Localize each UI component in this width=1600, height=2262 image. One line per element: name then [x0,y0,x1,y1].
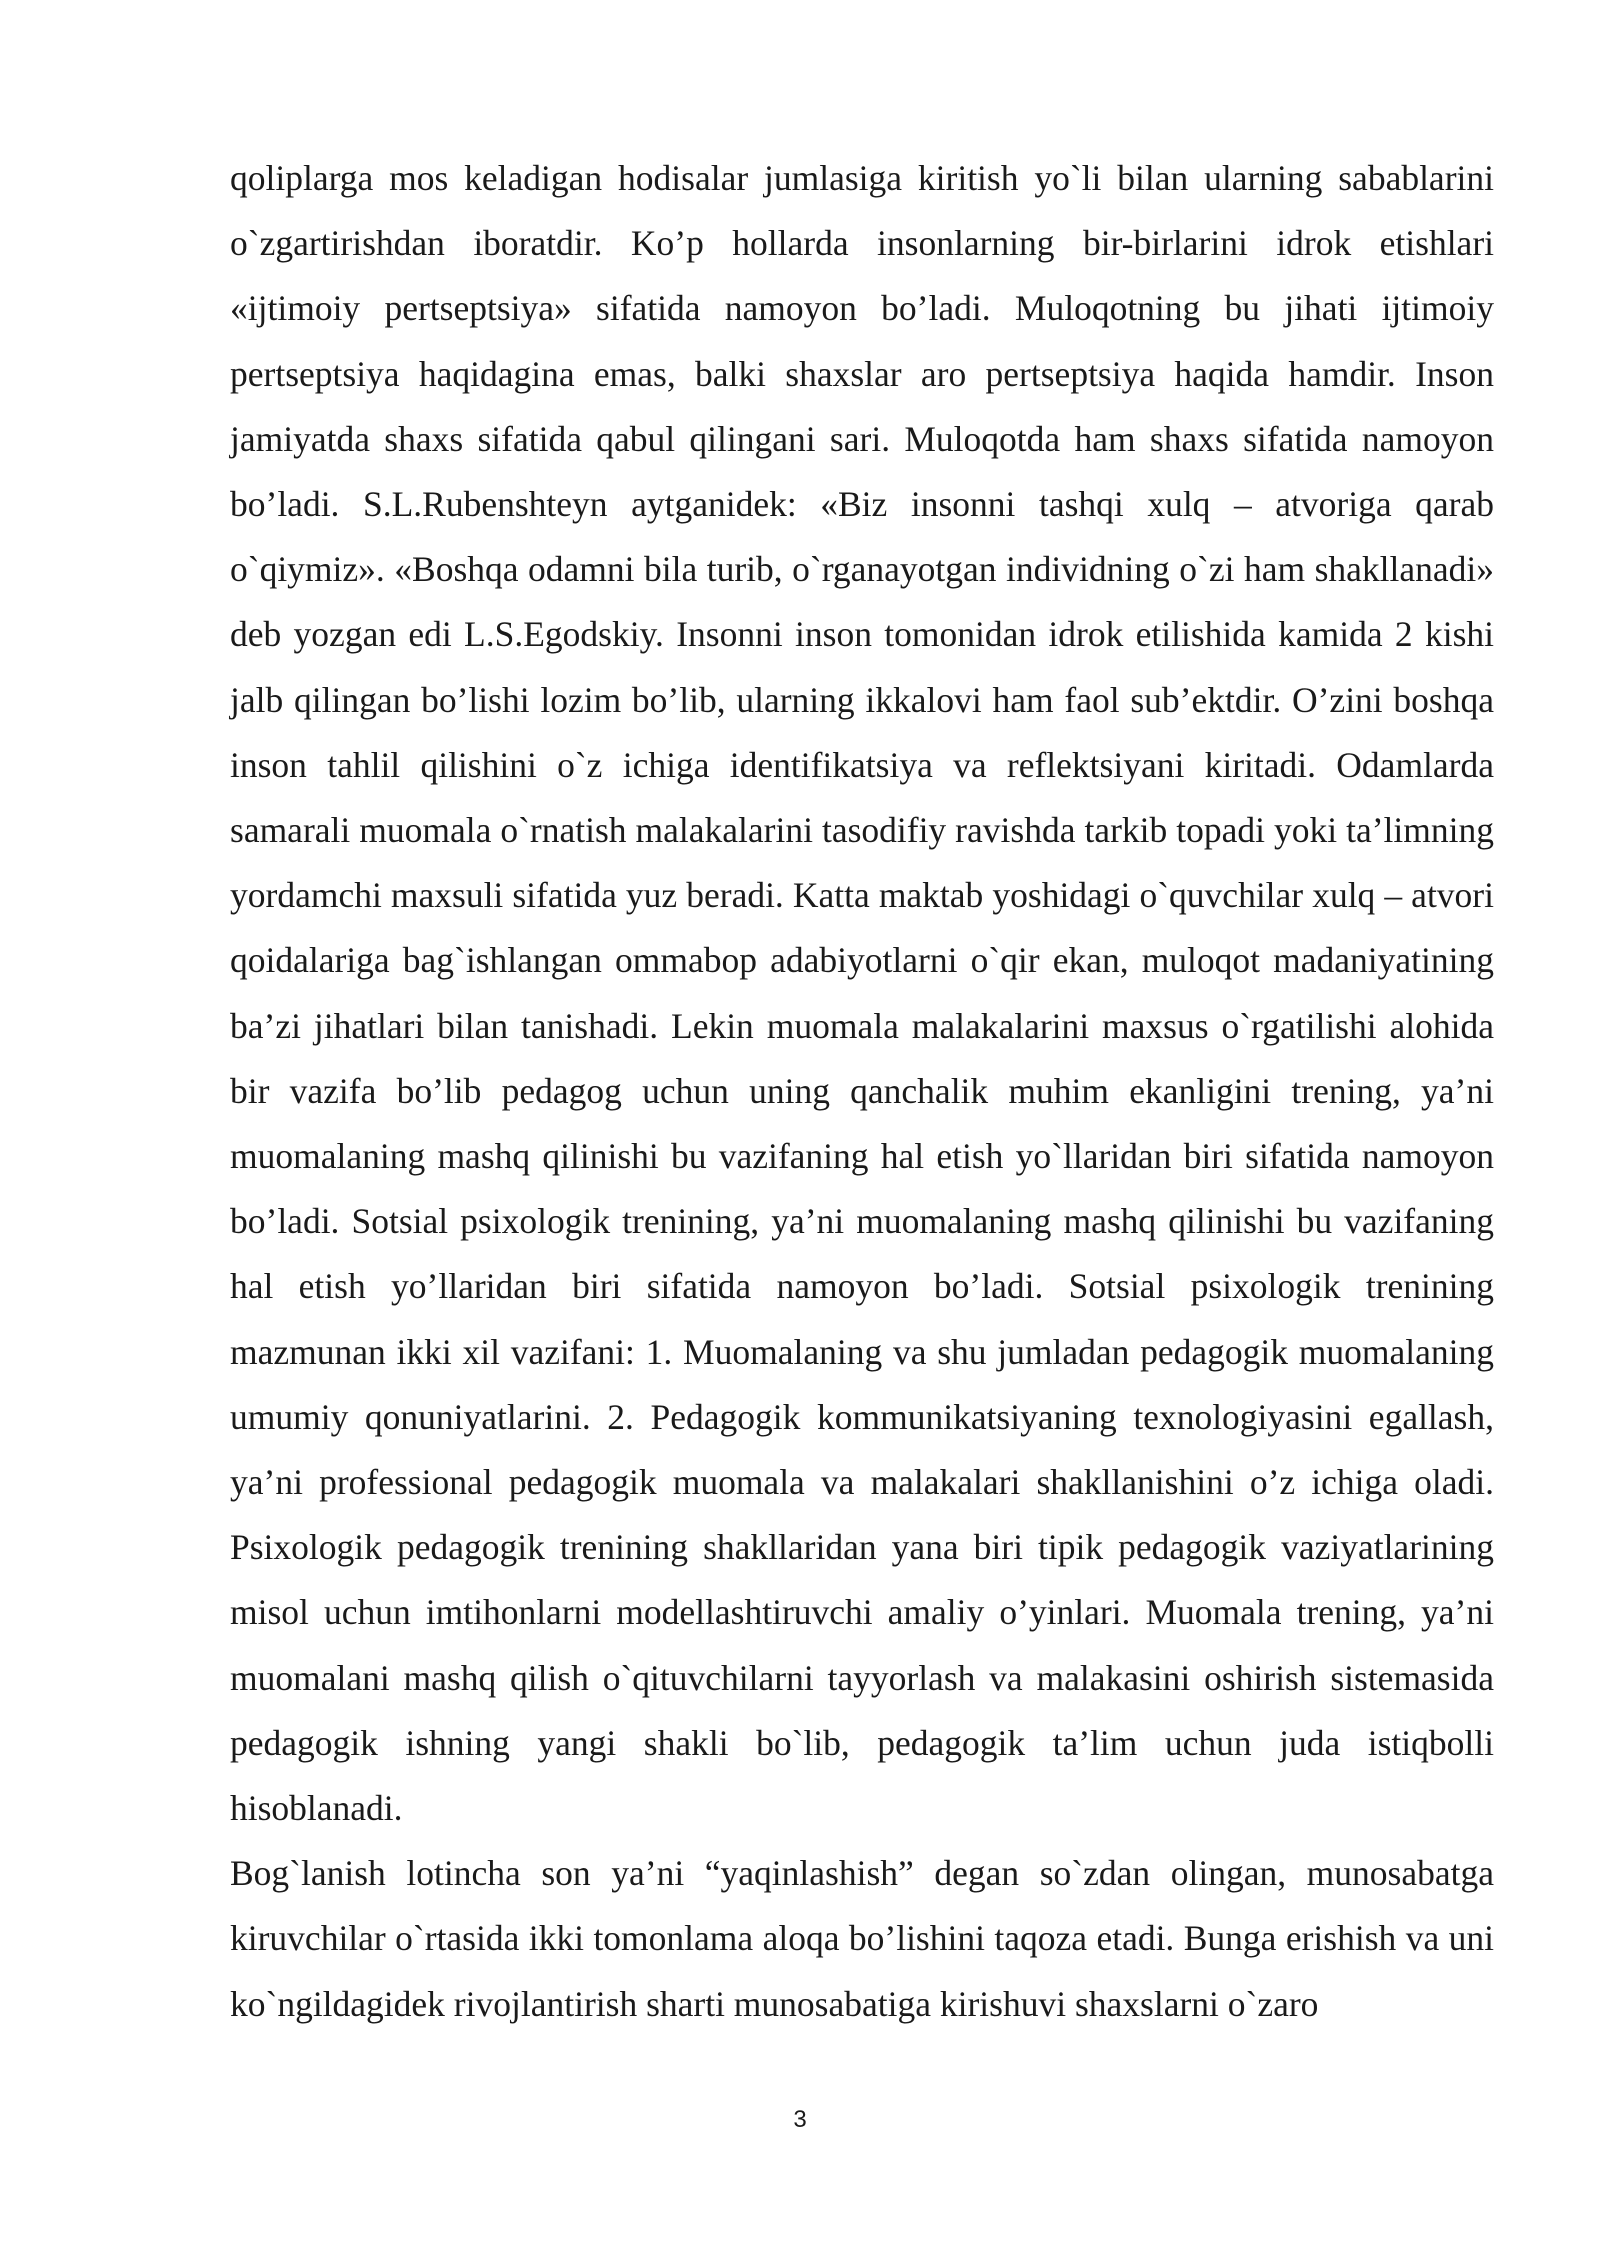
body-text [230,146,1494,2037]
paragraph: Bog`lanish lotincha son ya’ni “yaqinlashish” degan so`zdan olingan, munosabatga kiruvchilar o`rtasida ikki tomonlama aloqa bo’lishini taqoza etadi. Bunga erishish va uni ko`ngildagidek rivojlantirish sharti munosabatiga kirishuvi shaxslarni o`zaro [230,1853,1494,2024]
page-number: 3 [793,2106,807,2133]
paragraph: qoliplarga mos keladigan hodisalar jumlasiga kiritish yo`li bilan ularning sabablarini o`zgartirishdan iboratdir. Ko’p hollarda insonlarning bir-birlarini idrok etishlari «ijtimoiy pertseptsiya» sifatida namoyon bo’ladi. Muloqotning bu jihati ijtimoiy pertseptsiya haqidagina emas, balki shaxslar aro pertseptsiya haqida hamdir. Inson jamiyatda shaxs sifatida qabul qilingani sari. Muloqotda ham shaxs sifatida namoyon bo’ladi. S.L.Rubenshteyn aytganidek: «Biz insonni tashqi xulq – atvoriga qarab o`qiymiz». «Boshqa odamni bila turib, o`rganayotgan individning o`zi ham shakllanadi» deb yozgan edi L.S.Egodskiy. Insonni inson tomonidan idrok etilishida kamida 2 kishi jalb qilingan bo’lishi lozim bo’lib, ularning ikkalovi ham faol sub’ektdir. O’zini boshqa inson tahlil qilishini o`z ichiga identifikatsiya va reflektsiyani kiritadi. Odamlarda samarali muomala o`rnatish malakalarini tasodifiy ravishda tarkib topadi yoki ta’limning yordamchi maxsuli sifatida yuz beradi. Katta maktab yoshidagi o`quvchilar xulq – atvori qoidalariga bag`ishlangan ommabop adabiyotlarni o`qir ekan, muloqot madaniyatining ba’zi jihatlari bilan tanishadi. Lekin muomala malakalarini maxsus o`rgatilishi alohida bir vazifa bo’lib pedagog uchun uning qanchalik muhim ekanligini trening, ya’ni muomalaning mashq qilinishi bu vazifaning hal etish yo`llaridan biri sifatida namoyon bo’ladi. Sotsial psixologik trenining, ya’ni muomalaning mashq qilinishi bu vazifaning hal etish yo’llaridan biri sifatida namoyon bo’ladi. Sotsial psixologik trenining mazmunan ikki xil vazifani: 1. Muomalaning va shu jumladan pedagogik muomalaning umumiy qonuniyatlarini. 2. Pedagogik kommunikatsiyaning texnologiyasini egallash, ya’ni professional pedagogik muomala va malakalari shakllanishini o’z ichiga oladi. Psixologik pedagogik trenining shakllaridan yana biri tipik pedagogik vaziyatlarining misol uchun imtihonlarni modellashtiruvchi amaliy o’yinlari. Muomala trening, ya’ni muomalani mashq qilish o`qituvchilarni tayyorlash va malakasini oshirish sistemasida pedagogik ishning yangi shakli bo`lib, pedagogik ta’lim uchun juda istiqbolli hisoblanadi. [230,158,1494,1829]
